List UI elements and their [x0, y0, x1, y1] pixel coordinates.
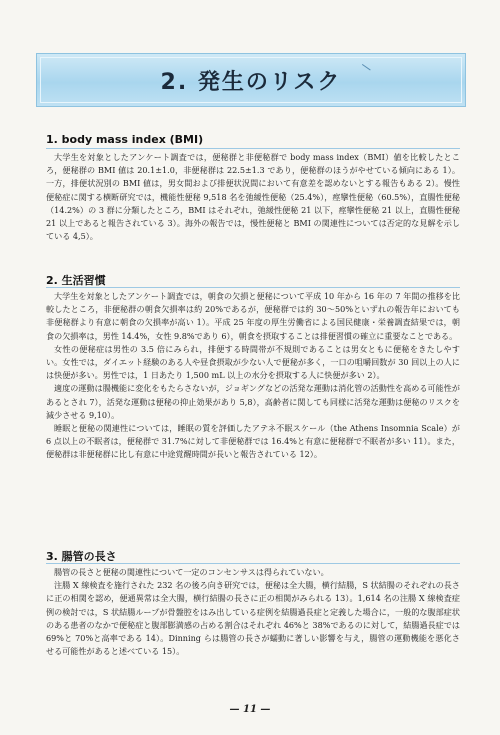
paragraph: 腸管の長さと便秘の関連性について一定のコンセンサスは得られていない。 [54, 567, 329, 577]
section-body-intestine-length [46, 566, 460, 658]
paragraph: 大学生を対象としたアンケート調査では，便秘群と非便秘群で body mass index（BMI）値を比較したところ，便秘群の BMI 値は 20.1±1.0，非便秘群は 22.5±1.3 であり，便秘群のほうがやせている傾向にある 1）。一方，排便状況別の BMI 値は，男女間および排便状況間において有意差を認めないとする報告もある 2）。慢性便秘症に関する横断研究では，機能性便秘 9,518 名を弛緩性便秘（25.4%），痙攣性便秘（60.5%），直腸性便秘（14.2%）の 3 群に分類したところ，BMI はそれぞれ，弛緩性便秘 21 以下，痙攣性便秘 21 以上，直腸性便秘 21 以上であると報告されている 3）。海外の報告では，慢性便秘と BMI の関連性については否定的な見解を示している 4,5）。 [46, 152, 460, 242]
section-rule [46, 563, 460, 564]
section-heading-lifestyle: 2. 生活習慣 [46, 274, 106, 287]
section-heading-bmi: 1. body mass index (BMI) [46, 133, 204, 146]
paragraph: 適度の運動は腸機能に変化をもたらさないが，ジョギングなどの活発な運動は消化管の活動性を高める可能性があるとされ 7），活発な運動は便秘の抑止効果があり 5,8），高齢者に関しても同様に活発な運動は便秘のリスクを減少させる 9,10）。 [46, 383, 460, 420]
chapter-banner [36, 53, 466, 107]
section-rule [46, 148, 460, 149]
paragraph: 女性の便秘症は男性の 3.5 倍にみられ，排便する時間帯が不規則であることは男女ともに便秘をきたしやすい。女性では，ダイエット経験のある人や昼食摂取が少ない人で便秘が多く，一口の咀嚼回数が 30 回以上の人には快便が多い。男性では，1 日あたり 1,500 mL 以上の水分を摂取する人に快便が多い 2）。 [46, 343, 460, 381]
section-rule [46, 287, 460, 288]
chapter-title: 2. 発生のリスク [160, 70, 342, 95]
paragraph: 大学生を対象としたアンケート調査では，朝食の欠損と便秘について平成 10 年から 16 年の 7 年間の推移を比較したところ，非便秘群の朝食欠損率は約 20%であるが，便秘群では約 30～50%といずれの報告年においても非便秘群より有意に朝食の欠損率が高い 1）。平成 25 年度の厚生労働省による国民健康・栄養調査結果では，朝食の欠損率は，男性 14.4%，女性 9.8%であり 6），朝食を摂取することは排便習慣の確立に重要なことである。 [46, 291, 460, 341]
section-body-bmi [46, 151, 460, 243]
page-number: — 11 — [229, 704, 271, 715]
section-body-lifestyle [46, 290, 460, 462]
paragraph: 睡眠と便秘の関連性については，睡眠の質を評価したアテネ不眠スケール（the Athens Insomnia Scale）が 6 点以上の不眠者は，便秘群で 31.7%に対して非便秘群では 16.4%と有意に便秘群で不眠者が多い 11）。また，便秘群は非便秘群に比し有意に中途覚醒時間が長いと報告されている 12）。 [46, 423, 460, 460]
paragraph: 注腸 X 線検査を施行された 232 名の後ろ向き研究では，便秘は全大腸，横行結腸，S 状結腸のそれぞれの長さに正の相関を認め，便通異常は全大腸，横行結腸の長さに正の相関がみられる 13）。1,614 名の注腸 X 線検査症例の検討では，S 状結腸ループが骨盤腔をはみ出している症例を結腸過長症と定義した場合に，一般的な腹部症状のある患者のなかで便秘症と腹部膨満感の占める割合はそれぞれ 46%と 38%であるのに対して，結腸過長症では 69%と 70%と高率である 14）。Dinning らは腸管の長さが蠕動に著しい影響を与え，腸管の運動機能を悪化させる可能性があると述べている 15）。 [46, 580, 460, 657]
section-heading-intestine-length: 3. 腸管の長さ [46, 550, 117, 563]
